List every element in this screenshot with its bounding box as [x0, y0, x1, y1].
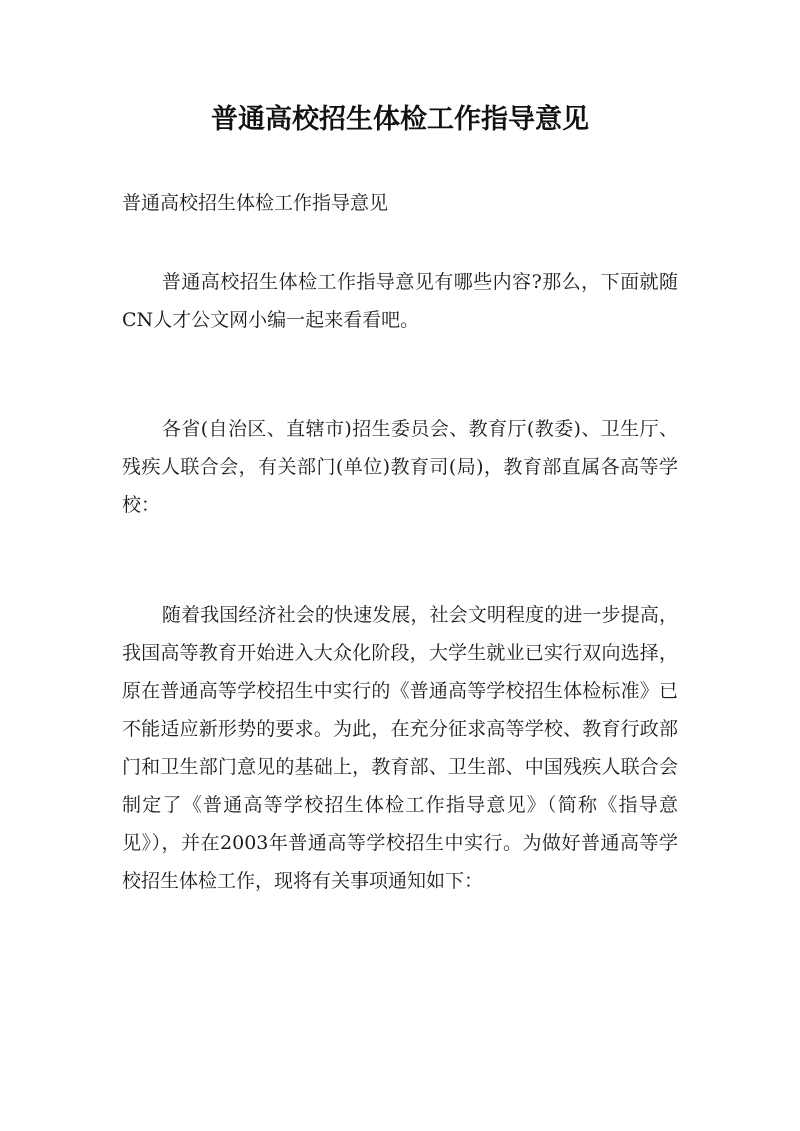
addressee-paragraph: 各省(自治区、直辖市)招生委员会、教育厅(教委)、卫生厅、残疾人联合会，有关部门(单位)教育司(局)，教育部直属各高等学校： — [122, 418, 678, 516]
document-title: 普通高校招生体检工作指导意见 — [211, 104, 589, 135]
body-paragraph: 随着我国经济社会的快速发展，社会文明程度的进一步提高，我国高等教育开始进入大众化阶段，大学生就业已实行双向选择，原在普通高等学校招生中实行的《普通高等学校招生体检标准》已不能适应新形势的要求。为此，在充分征求高等学校、教育行政部门和卫生部门意见的基础上，教育部、卫生部、中国残疾人联合会制定了《普通高等学校招生体检工作指导意见》（简称《指导意见》），并在2003年普通高等学校招生中实行。为做好普通高等学校招生体检工作，现将有关事项通知如下： — [122, 604, 678, 892]
intro-paragraph: 普通高校招生体检工作指导意见有哪些内容?那么，下面就随CN人才公文网小编一起来看看吧。 — [122, 271, 678, 331]
document-subtitle: 普通高校招生体检工作指导意见 — [122, 192, 389, 214]
